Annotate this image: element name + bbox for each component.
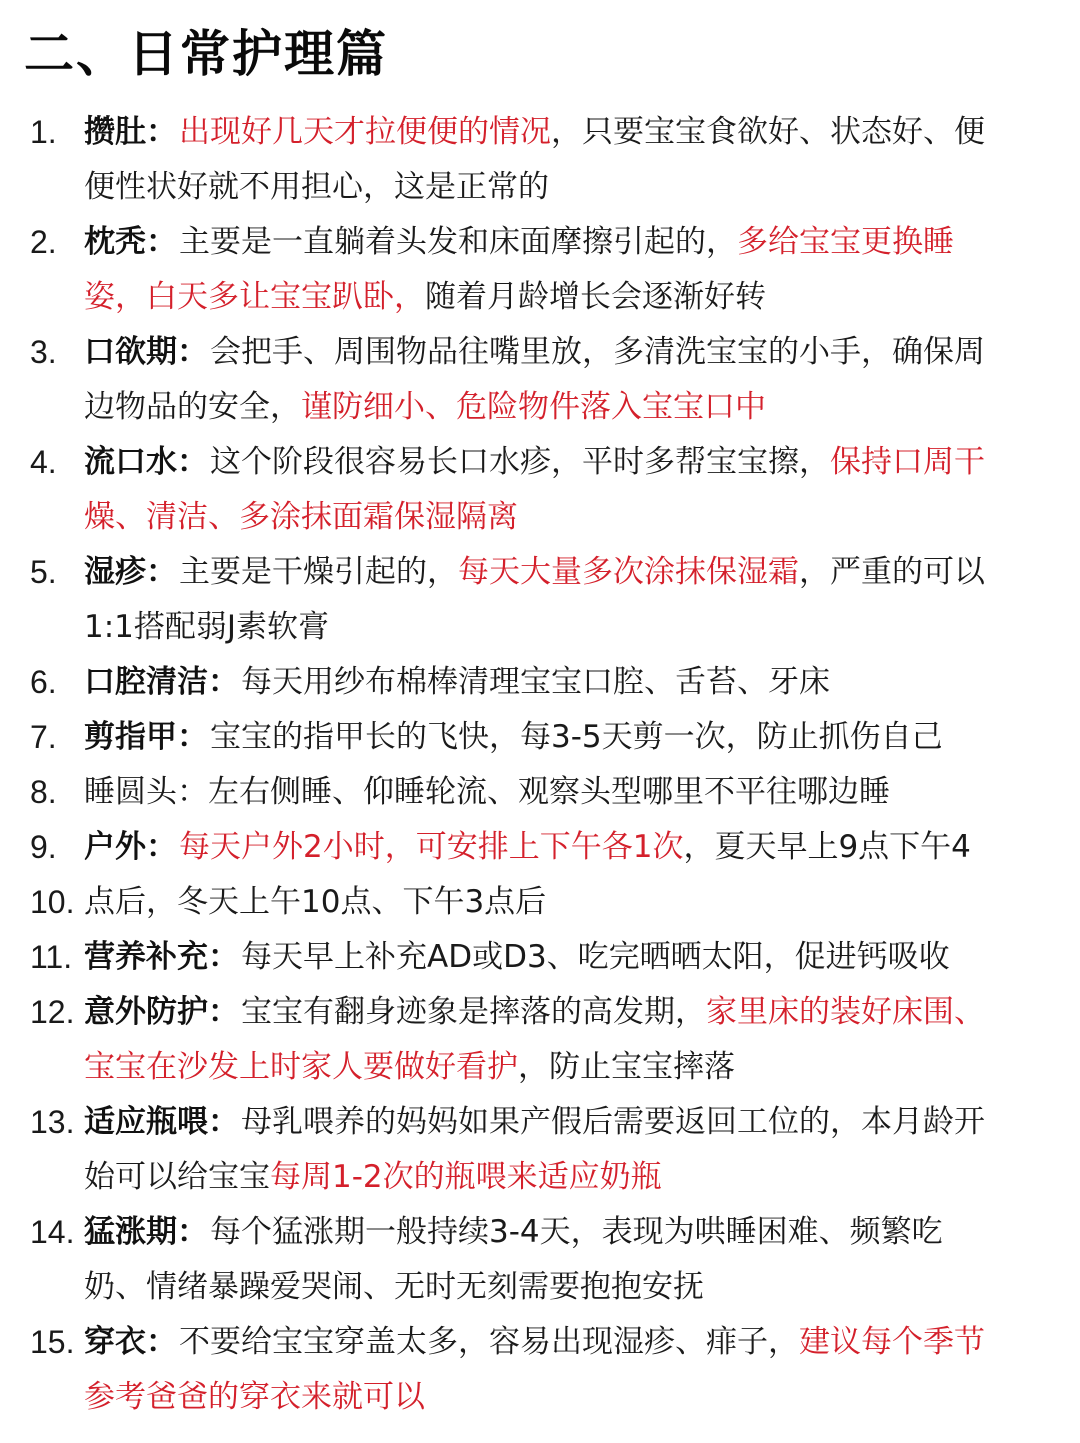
item-text <box>84 1260 704 1315</box>
item-label: 猛涨期 <box>84 1214 177 1250</box>
body-text: 边物品的安全， <box>84 389 301 425</box>
item-label: 营养补充 <box>84 939 208 975</box>
item-number: 1. <box>30 114 57 150</box>
item-text <box>84 545 985 600</box>
list-item <box>0 985 1080 1095</box>
list-item-line <box>0 985 1080 1040</box>
item-text <box>84 1205 943 1260</box>
list-item <box>0 1095 1080 1205</box>
item-text <box>84 380 766 435</box>
item-text <box>84 820 971 875</box>
list-item <box>0 545 1080 655</box>
item-colon: ： <box>146 114 177 150</box>
list-item-line <box>0 1260 1080 1315</box>
highlighted-text: 建议每个季节 <box>799 1324 985 1360</box>
list-item-line <box>0 710 1080 765</box>
list-item-line <box>0 930 1080 985</box>
item-text <box>84 930 950 985</box>
item-number: 10. <box>30 884 75 920</box>
item-colon: ： <box>146 554 177 590</box>
item-text <box>84 1150 662 1205</box>
list-item-line <box>0 1205 1080 1260</box>
item-text <box>84 1040 735 1095</box>
highlighted-text: 燥、清洁、多涂抹面霜保湿隔离 <box>84 499 518 535</box>
body-text: 会把手、周围物品往嘴里放，多清洗宝宝的小手，确保周 <box>210 334 985 370</box>
body-text: 宝宝有翻身迹象是摔落的高发期， <box>241 994 706 1030</box>
item-colon: ： <box>208 939 239 975</box>
body-text: 每天用纱布棉棒清理宝宝口腔、舌苔、牙床 <box>241 664 830 700</box>
item-label: 适应瓶喂 <box>84 1104 208 1140</box>
page-title: 二、日常护理篇 <box>24 25 388 83</box>
item-text <box>84 710 943 765</box>
item-text <box>84 435 985 490</box>
list-item <box>0 435 1080 545</box>
list-item <box>0 655 1080 710</box>
list-item-line <box>0 490 1080 545</box>
item-number: 14. <box>30 1214 75 1250</box>
item-number: 2. <box>30 224 57 260</box>
body-text: ，防止宝宝摔落 <box>518 1049 735 1085</box>
list-item-line <box>0 1315 1080 1370</box>
item-text <box>84 600 329 655</box>
list-item-line <box>0 545 1080 600</box>
item-number: 6. <box>30 664 57 700</box>
list-item-line <box>0 1095 1080 1150</box>
highlighted-text: 每周1-2次的瓶喂来适应奶瓶 <box>270 1159 662 1195</box>
body-text: 主要是干燥引起的， <box>179 554 458 590</box>
item-text <box>84 325 985 380</box>
highlighted-text: 家里床的装好床围、 <box>706 994 985 1030</box>
item-number: 15. <box>30 1324 75 1360</box>
item-label: 穿衣 <box>84 1324 146 1360</box>
list-item <box>0 930 1080 985</box>
list-item-line <box>0 160 1080 215</box>
body-text: 主要是一直躺着头发和床面摩擦引起的， <box>179 224 737 260</box>
highlighted-text: 保持口周干 <box>830 444 985 480</box>
item-text <box>84 985 985 1040</box>
item-colon: ： <box>177 334 208 370</box>
body-text: 宝宝的指甲长的飞快，每3-5天剪一次，防止抓伤自己 <box>210 719 943 755</box>
list-item-line <box>0 105 1080 160</box>
item-number: 4. <box>30 444 57 480</box>
list-item-line <box>0 655 1080 710</box>
highlighted-text: 每天大量多次涂抹保湿霜 <box>458 554 799 590</box>
item-number: 3. <box>30 334 57 370</box>
body-text: 这个阶段很容易长口水疹，平时多帮宝宝擦， <box>210 444 830 480</box>
list-item-line <box>0 435 1080 490</box>
item-text <box>84 215 954 270</box>
item-text <box>84 1370 425 1425</box>
item-label: 流口水 <box>84 444 177 480</box>
list-item <box>0 875 1080 930</box>
body-text: 始可以给宝宝 <box>84 1159 270 1195</box>
highlighted-text: 姿，白天多让宝宝趴卧， <box>84 279 425 315</box>
item-text <box>84 160 549 215</box>
body-text: 每个猛涨期一般持续3-4天，表现为哄睡困难、频繁吃 <box>210 1214 943 1250</box>
highlighted-text: 每天户外2小时，可安排上下午各1次 <box>179 829 684 865</box>
list-item-line <box>0 765 1080 820</box>
item-text <box>84 270 766 325</box>
highlighted-text: 参考爸爸的穿衣来就可以 <box>84 1379 425 1415</box>
item-colon: ： <box>177 444 208 480</box>
list-item <box>0 1315 1080 1425</box>
item-number: 7. <box>30 719 57 755</box>
item-colon: ： <box>208 994 239 1030</box>
list-item <box>0 765 1080 820</box>
item-label: 口腔清洁 <box>84 664 208 700</box>
body-text: 睡圆头：左右侧睡、仰睡轮流、观察头型哪里不平往哪边睡 <box>84 774 890 810</box>
item-text <box>84 1315 985 1370</box>
body-text: 母乳喂养的妈妈如果产假后需要返回工位的，本月龄开 <box>241 1104 985 1140</box>
care-tips-list <box>0 105 1080 1425</box>
item-number: 8. <box>30 774 57 810</box>
highlighted-text: 谨防细小、危险物件落入宝宝口中 <box>301 389 766 425</box>
list-item-line <box>0 1150 1080 1205</box>
item-text <box>84 1095 985 1150</box>
item-colon: ： <box>177 719 208 755</box>
body-text: 不要给宝宝穿盖太多，容易出现湿疹、痱子， <box>179 1324 799 1360</box>
body-text: ，夏天早上9点下午4 <box>683 829 971 865</box>
list-item-line <box>0 270 1080 325</box>
list-item-line <box>0 600 1080 655</box>
item-number: 13. <box>30 1104 75 1140</box>
body-text: ，严重的可以 <box>799 554 985 590</box>
item-label: 户外 <box>84 829 146 865</box>
body-text: 随着月龄增长会逐渐好转 <box>425 279 766 315</box>
body-text: ，只要宝宝食欲好、状态好、便 <box>551 114 985 150</box>
item-label: 湿疹 <box>84 554 146 590</box>
body-text: 1:1搭配弱J素软膏 <box>84 609 330 645</box>
list-item <box>0 325 1080 435</box>
item-text <box>84 490 518 545</box>
list-item-line <box>0 1370 1080 1425</box>
list-item-line <box>0 215 1080 270</box>
highlighted-text: 宝宝在沙发上时家人要做好看护 <box>84 1049 518 1085</box>
item-label: 攒肚 <box>84 114 146 150</box>
item-colon: ： <box>208 664 239 700</box>
item-label: 枕秃 <box>84 224 146 260</box>
body-text: 点后，冬天上午10点、下午3点后 <box>84 884 547 920</box>
item-label: 剪指甲 <box>84 719 177 755</box>
item-colon: ： <box>208 1104 239 1140</box>
list-item-line <box>0 820 1080 875</box>
item-number: 12. <box>30 994 75 1030</box>
item-text <box>84 765 890 820</box>
list-item <box>0 105 1080 215</box>
item-text <box>84 875 546 930</box>
list-item-line <box>0 380 1080 435</box>
item-colon: ： <box>146 829 177 865</box>
body-text: 每天早上补充AD或D3、吃完晒晒太阳，促进钙吸收 <box>241 939 950 975</box>
item-text <box>84 105 985 160</box>
item-colon: ： <box>177 1214 208 1250</box>
list-item <box>0 215 1080 325</box>
list-item <box>0 820 1080 875</box>
item-number: 9. <box>30 829 57 865</box>
list-item-line <box>0 875 1080 930</box>
list-item-line <box>0 325 1080 380</box>
body-text: 奶、情绪暴躁爱哭闹、无时无刻需要抱抱安抚 <box>84 1269 704 1305</box>
highlighted-text: 出现好几天才拉便便的情况 <box>179 114 551 150</box>
item-number: 5. <box>30 554 57 590</box>
item-colon: ： <box>146 224 177 260</box>
highlighted-text: 多给宝宝更换睡 <box>737 224 954 260</box>
item-colon: ： <box>146 1324 177 1360</box>
item-label: 口欲期 <box>84 334 177 370</box>
list-item <box>0 1205 1080 1315</box>
body-text: 便性状好就不用担心，这是正常的 <box>84 169 549 205</box>
item-label: 意外防护 <box>84 994 208 1030</box>
item-number: 11. <box>30 939 73 975</box>
item-text <box>84 655 830 710</box>
list-item <box>0 710 1080 765</box>
list-item-line <box>0 1040 1080 1095</box>
